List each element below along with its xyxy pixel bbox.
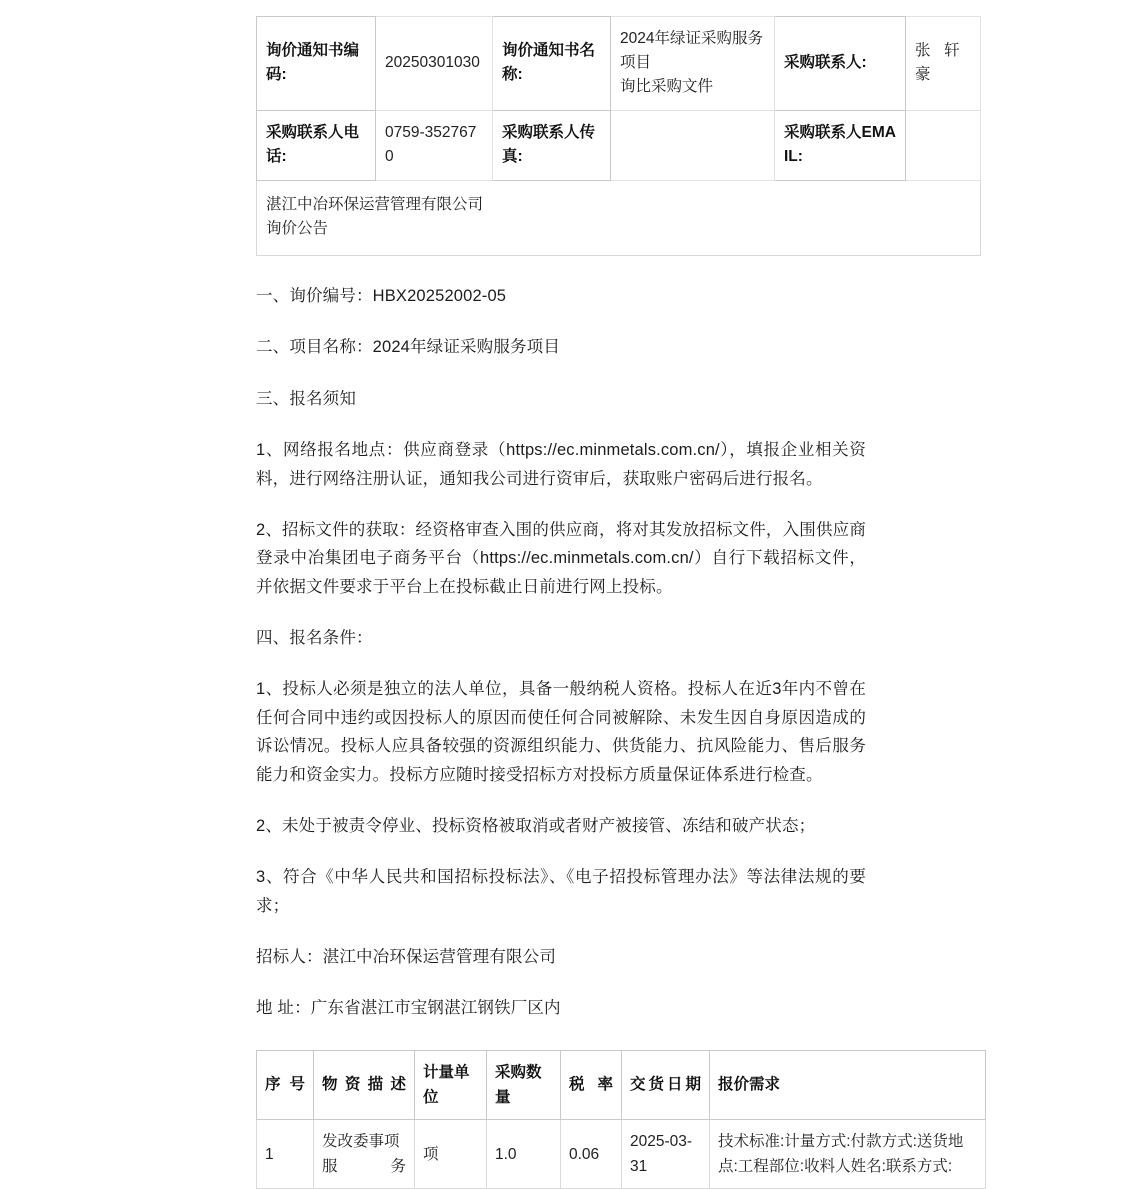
- contact-phone-value: 0759-3527670: [376, 111, 493, 181]
- column-header-unit: 计量单位: [415, 1050, 487, 1119]
- contact-fax-label: 采购联系人传真:: [493, 111, 611, 181]
- column-header-delivery-date: 交货日期: [622, 1050, 710, 1119]
- notice-code-label: 询价通知书编码:: [257, 17, 376, 111]
- inquiry-info-table: [256, 16, 981, 256]
- column-header-quote-requirement: 报价需求: [710, 1050, 986, 1119]
- contact-fax-value: [611, 111, 775, 181]
- contact-person-label: 采购联系人:: [775, 17, 906, 111]
- condition-2-paragraph: 2、未处于被责令停业、投标资格被取消或者财产被接管、冻结和破产状态；: [256, 816, 816, 835]
- cell-delivery-date: 2025-03-31: [622, 1120, 710, 1189]
- announcement-type: 询价公告: [266, 220, 329, 238]
- table-row: [257, 17, 981, 111]
- table-row: [257, 111, 981, 181]
- contact-phone-label: 采购联系人电话:: [257, 111, 376, 181]
- notice-name-value: 2024年绿证采购服务项目 询比采购文件: [611, 17, 775, 111]
- document-page: [256, 0, 965, 1189]
- column-header-description: 物资描述: [314, 1050, 415, 1119]
- cell-tax-rate: 0.06: [561, 1120, 622, 1189]
- column-header-quantity: 采购数量: [487, 1050, 561, 1119]
- table-header-row: [257, 1050, 986, 1119]
- contact-person-name-line1: 张 轩: [915, 42, 965, 59]
- contact-email-label: 采购联系人EMAIL:: [775, 111, 906, 181]
- contact-person-name-line2: 豪: [915, 66, 931, 84]
- condition-1-paragraph: 1、投标人必须是独立的法人单位，具备一般纳税人资格。投标人在近3年内不曾在任何合同中违约或因投标人的原因而使任何合同被解除、未发生因自身原因造成的诉讼情况。投标人应具备较强的资源组织能力、供货能力、抗风险能力、售后服务能力和资金实力。投标方应随时接受招标方对投标方质量保证体系进行检查。: [256, 680, 866, 784]
- inquiry-number-paragraph: 一、询价编号：HBX20252002-05: [256, 287, 507, 306]
- cell-seq: 1: [257, 1120, 314, 1189]
- contact-person-value: [906, 17, 981, 111]
- table-row: [257, 181, 981, 256]
- contact-person-name: [915, 39, 971, 87]
- table-row: [257, 1120, 986, 1189]
- announcement-title-cell: [257, 181, 981, 256]
- condition-3-paragraph: 3、符合《中华人民共和国招标投标法》、《电子招投标管理办法》等法律法规的要求；: [256, 868, 866, 915]
- cell-quantity: 1.0: [487, 1120, 561, 1189]
- registration-location-paragraph: 1、网络报名地点：供应商登录（https://ec.minmetals.com.cn/），填报企业相关资料，进行网络注册认证，通知我公司进行资审后，获取账户密码后进行报名。: [256, 441, 866, 488]
- tenderer-label: 招标人：: [256, 948, 323, 967]
- contact-email-value: [906, 111, 981, 181]
- address-paragraph: [256, 994, 866, 1022]
- cell-unit: 项: [415, 1120, 487, 1189]
- tenderer-value: 湛江中冶环保运营管理有限公司: [322, 948, 556, 967]
- cell-quote-requirement: 技术标准:计量方式:付款方式:送货地点:工程部位:收料人姓名:联系方式:: [710, 1120, 986, 1189]
- registration-conditions-heading: 四、报名条件：: [256, 629, 373, 648]
- address-label: 地 址：: [256, 999, 311, 1018]
- notice-code-value: 20250301030: [376, 17, 493, 111]
- notice-name-label: 询价通知书名称:: [493, 17, 611, 111]
- goods-items-table: [256, 1050, 986, 1189]
- cell-description: 发改委事项服务: [314, 1120, 415, 1189]
- announcement-company: 湛江中冶环保运营管理有限公司: [266, 196, 484, 214]
- tenderer-paragraph: [256, 943, 866, 971]
- registration-notice-heading: 三、报名须知: [256, 389, 356, 408]
- column-header-tax-rate: 税率: [561, 1050, 622, 1119]
- project-name-paragraph: 二、项目名称：2024年绿证采购服务项目: [256, 338, 561, 357]
- address-value: 广东省湛江市宝钢湛江钢铁厂区内: [310, 999, 561, 1018]
- document-acquisition-paragraph: 2、招标文件的获取：经资格审查入围的供应商，将对其发放招标文件，入围供应商登录中冶集团电子商务平台（https://ec.minmetals.com.cn/）自行下载招标文件，并依据文件要求于平台上在投标截止日前进行网上投标。: [256, 520, 866, 596]
- column-header-seq: 序号: [257, 1050, 314, 1119]
